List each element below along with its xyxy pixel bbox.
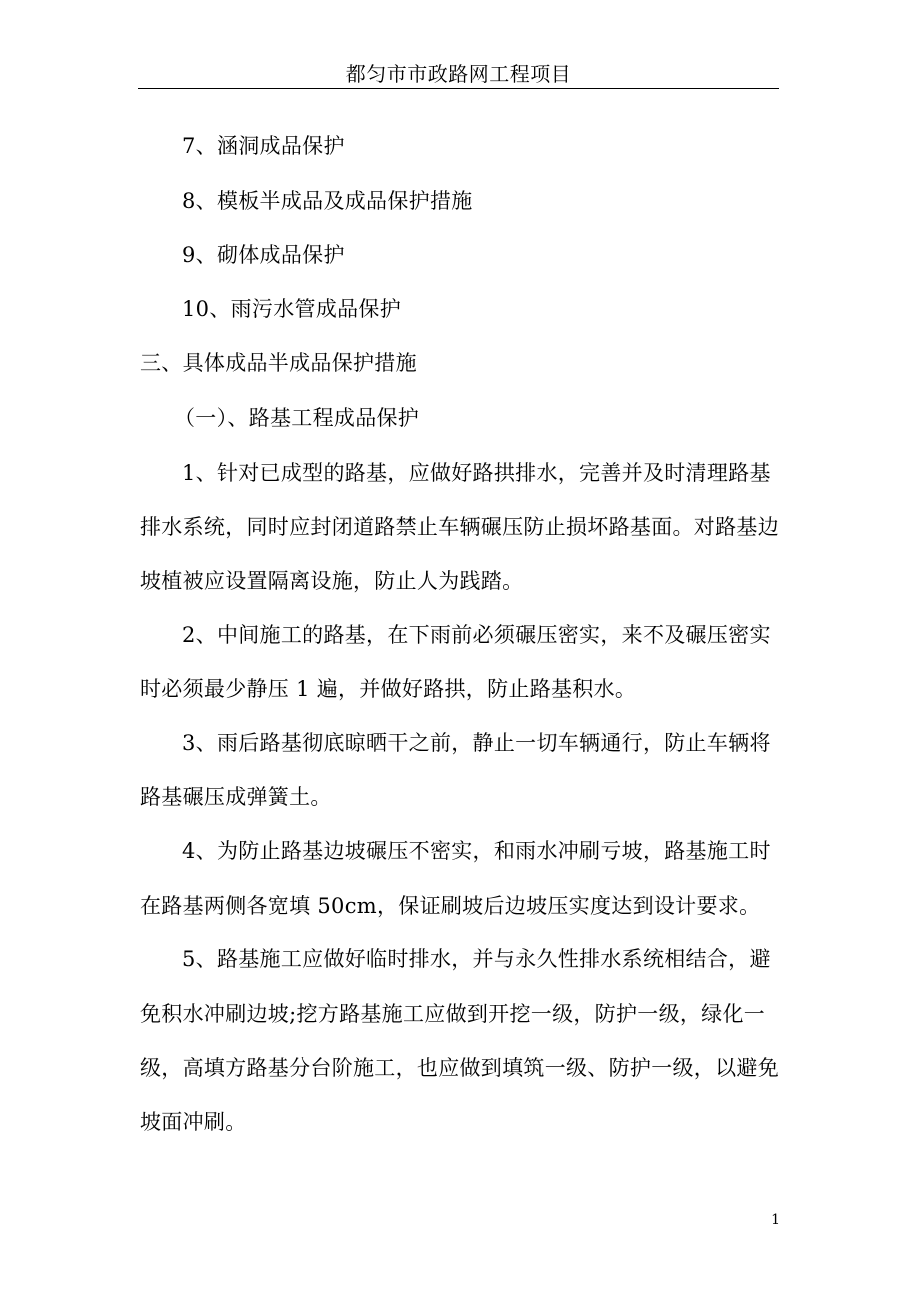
page-header-title: 都匀市市政路网工程项目 [345, 62, 572, 86]
paragraph-1-line-2: 排水系统，同时应封闭道路禁止车辆碾压防止损坏路基面。对路基边 [140, 515, 779, 539]
section-heading-three: 三、具体成品半成品保护措施 [140, 351, 417, 375]
paragraph-4-line-2: 在路基两侧各宽填 50cm，保证刷坡后边坡压实度达到设计要求。 [140, 894, 761, 918]
paragraph-1-line-3: 坡植被应设置隔离设施，防止人为践踏。 [140, 569, 524, 593]
paragraph-1-line-1: 1、针对已成型的路基，应做好路拱排水，完善并及时清理路基 [182, 461, 771, 485]
header-divider [138, 88, 779, 89]
paragraph-5-line-4: 坡面冲刷。 [140, 1110, 247, 1134]
paragraph-5-line-2: 免积水冲刷边坡;挖方路基施工应做到开挖一级，防护一级，绿化一 [140, 1002, 766, 1026]
list-item-formwork: 8、模板半成品及成品保护措施 [182, 189, 473, 213]
paragraph-3-line-2: 路基碾压成弹簧土。 [140, 785, 332, 809]
paragraph-2-line-2: 时必须最少静压 1 遍，并做好路拱，防止路基积水。 [140, 677, 637, 701]
paragraph-4-line-1: 4、为防止路基边坡碾压不密实，和雨水冲刷亏坡，路基施工时 [182, 839, 771, 863]
page-number: 1 [771, 1212, 780, 1228]
list-item-culvert: 7、涵洞成品保护 [182, 134, 345, 158]
list-item-masonry: 9、砌体成品保护 [182, 243, 345, 267]
paragraph-3-line-1: 3、雨后路基彻底晾晒干之前，静止一切车辆通行，防止车辆将 [182, 731, 771, 755]
list-item-sewer-pipe: 10、雨污水管成品保护 [182, 297, 402, 321]
paragraph-5-line-1: 5、路基施工应做好临时排水，并与永久性排水系统相结合，避 [182, 947, 771, 971]
paragraph-5-line-3: 级，高填方路基分台阶施工，也应做到填筑一级、防护一级，以避免 [140, 1056, 779, 1080]
paragraph-2-line-1: 2、中间施工的路基，在下雨前必须碾压密实，来不及碾压密实 [182, 623, 771, 647]
subsection-heading-roadbed: （一）、路基工程成品保护 [174, 406, 420, 430]
